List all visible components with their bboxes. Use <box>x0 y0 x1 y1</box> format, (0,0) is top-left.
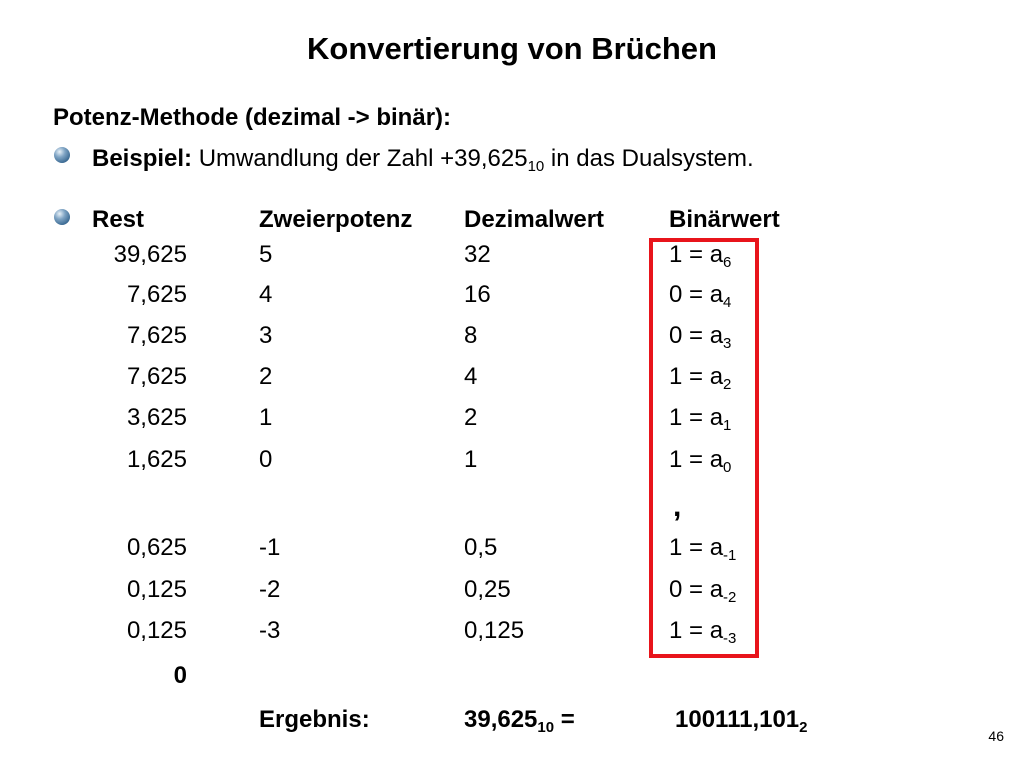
rest-cell: 39,625 <box>113 241 187 268</box>
header-binaerwert: Binärwert <box>669 206 780 233</box>
result-binary <box>675 706 808 734</box>
dezimalwert-cell: 0,5 <box>464 534 498 561</box>
zweierpotenz-cell: 5 <box>259 241 273 268</box>
result-decimal-value: 39,625 <box>464 706 538 733</box>
binaerwert-index: 2 <box>723 376 732 393</box>
sphere-bullet-icon <box>54 147 70 163</box>
zweierpotenz-cell: 0 <box>259 446 273 473</box>
final-rest: 0 <box>173 662 187 689</box>
binaerwert-index: 6 <box>723 254 732 271</box>
binaerwert-text: 0 = a <box>669 322 724 349</box>
binaerwert-index: -2 <box>723 589 737 606</box>
result-equals: = <box>554 706 575 733</box>
binaerwert-index: 4 <box>723 294 732 311</box>
binaerwert-index: 1 <box>723 417 732 434</box>
sphere-bullet-icon <box>54 209 70 225</box>
method-heading: Potenz-Methode (dezimal -> binär): <box>53 104 452 131</box>
result-decimal-base: 10 <box>537 719 555 736</box>
binaerwert-text: 1 = a <box>669 534 724 561</box>
binary-highlight-box <box>649 238 759 658</box>
binaerwert-text: 1 = a <box>669 446 724 473</box>
binaerwert-index: -1 <box>723 547 737 564</box>
dezimalwert-cell: 0,125 <box>464 617 525 644</box>
binaerwert-text: 1 = a <box>669 617 724 644</box>
example-text: Umwandlung der Zahl +39,625 <box>192 145 528 172</box>
example-base: 10 <box>527 158 545 175</box>
page-number: 46 <box>988 728 1004 744</box>
example-label: Beispiel: <box>92 145 193 172</box>
binaerwert-text: 0 = a <box>669 281 724 308</box>
example-text-end: in das Dualsystem. <box>544 145 754 172</box>
result-binary-value: 100111,101 <box>675 706 800 733</box>
dezimalwert-cell: 1 <box>464 446 478 473</box>
rest-cell: 0,125 <box>126 617 187 644</box>
zweierpotenz-cell: -3 <box>259 617 281 644</box>
header-rest: Rest <box>92 206 145 233</box>
rest-cell: 3,625 <box>126 404 187 431</box>
zweierpotenz-cell: 2 <box>259 363 273 390</box>
rest-cell: 7,625 <box>126 363 187 390</box>
rest-cell: 7,625 <box>126 281 187 308</box>
header-dezimalwert: Dezimalwert <box>464 206 605 233</box>
binary-comma: , <box>673 490 682 523</box>
rest-cell: 1,625 <box>126 446 187 473</box>
zweierpotenz-cell: -2 <box>259 576 281 603</box>
binaerwert-index: 0 <box>723 459 732 476</box>
result-binary-base: 2 <box>799 719 808 736</box>
zweierpotenz-cell: 3 <box>259 322 273 349</box>
rest-cell: 0,625 <box>126 534 187 561</box>
rest-cell: 7,625 <box>126 322 187 349</box>
slide-title: Konvertierung von Brüchen <box>307 31 717 66</box>
zweierpotenz-cell: -1 <box>259 534 281 561</box>
dezimalwert-cell: 32 <box>464 241 491 268</box>
result-decimal <box>464 706 575 734</box>
binaerwert-text: 1 = a <box>669 241 724 268</box>
dezimalwert-cell: 4 <box>464 363 478 390</box>
rest-cell: 0,125 <box>126 576 187 603</box>
binaerwert-text: 1 = a <box>669 404 724 431</box>
binaerwert-index: 3 <box>723 335 732 352</box>
dezimalwert-cell: 8 <box>464 322 478 349</box>
result-label: Ergebnis: <box>259 706 370 733</box>
dezimalwert-cell: 2 <box>464 404 478 431</box>
binaerwert-index: -3 <box>723 630 737 647</box>
binaerwert-text: 0 = a <box>669 576 724 603</box>
zweierpotenz-cell: 1 <box>259 404 273 431</box>
dezimalwert-cell: 16 <box>464 281 491 308</box>
header-zweierpotenz: Zweierpotenz <box>259 206 413 233</box>
example-line <box>92 145 754 173</box>
dezimalwert-cell: 0,25 <box>464 576 511 603</box>
zweierpotenz-cell: 4 <box>259 281 273 308</box>
binaerwert-text: 1 = a <box>669 363 724 390</box>
